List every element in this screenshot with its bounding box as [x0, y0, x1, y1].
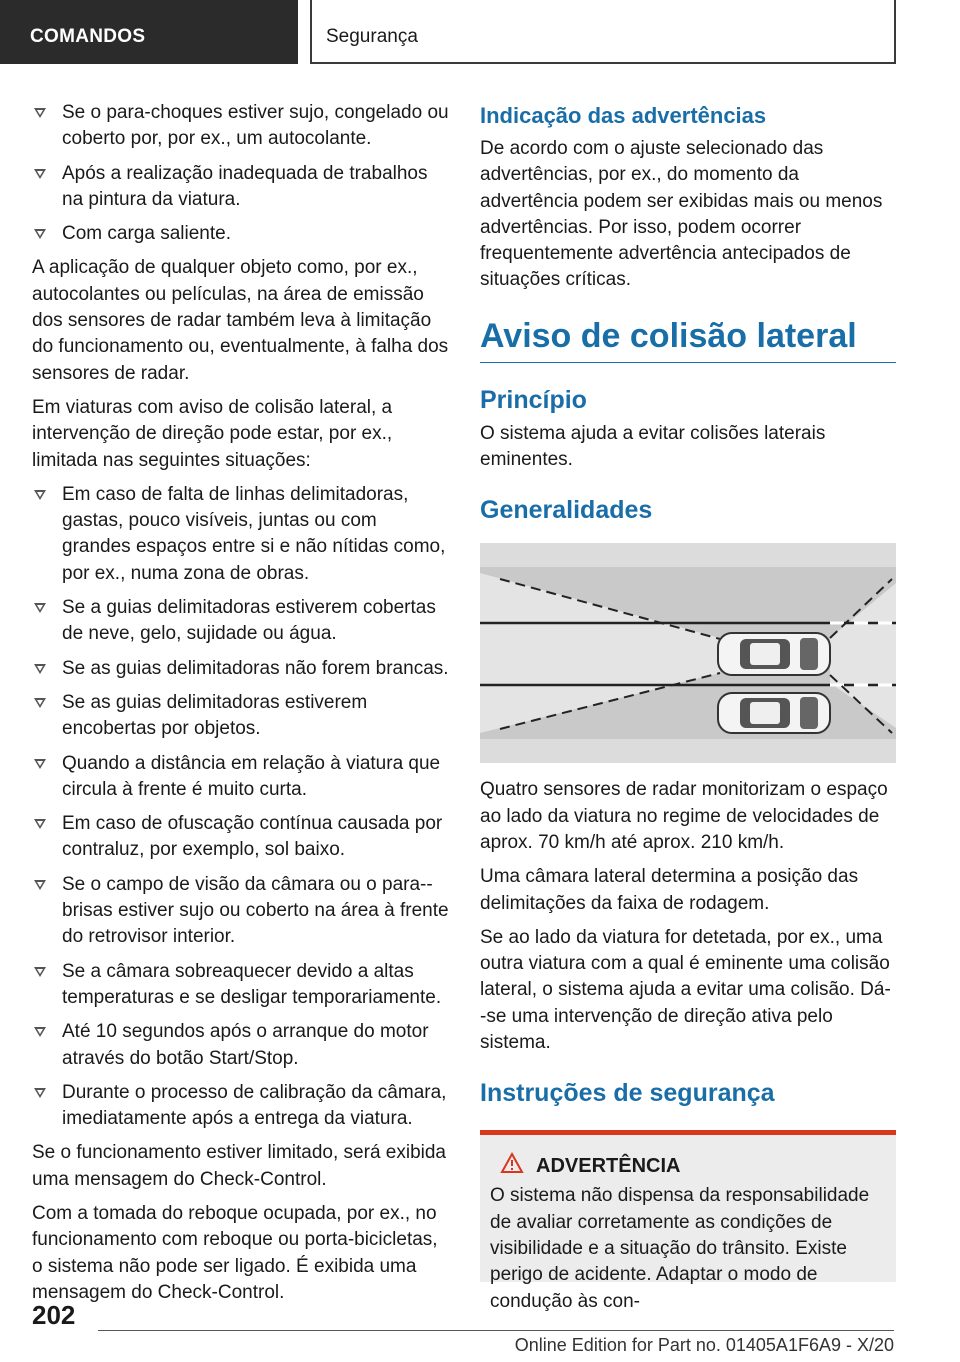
warning-box: [480, 1130, 896, 1312]
chapter-title: COMANDOS: [30, 26, 146, 47]
list-item: Se o para-choques estiver sujo, congelado ou coberto por, por ex., um autocolante.: [32, 100, 450, 153]
list-item: Após a realização inadequada de trabalhos na pintura da viatura.: [32, 161, 450, 214]
paragraph: Se ao lado da viatura for detetada, por ex., uma outra viatura com a qual é eminente uma colisão lateral, o sistema ajuda a evitar uma colisão. Dá--se uma intervenção de direção ativa pelo sistema.: [480, 926, 891, 1054]
warning-header: [490, 1153, 888, 1179]
list-item: Com carga saliente.: [32, 221, 450, 247]
car-ego: [718, 633, 830, 675]
triangle-bullet-icon: [34, 698, 46, 708]
section-tab: [310, 0, 896, 64]
heading-principio: Princípio: [480, 385, 587, 414]
triangle-bullet-icon: [34, 169, 46, 179]
paragraph: Se o funcionamento estiver limitado, será exibida uma mensagem do Check-Control.: [32, 1142, 447, 1190]
list-item: Em caso de ofuscação contínua causada por contraluz, por exemplo, sol baixo.: [32, 811, 450, 864]
subheading-indicacao: Indicação das advertências: [480, 103, 767, 128]
section-heading: Aviso de colisão lateral: [480, 316, 896, 363]
triangle-bullet-icon: [34, 819, 46, 829]
triangle-bullet-icon: [34, 1027, 46, 1037]
paragraph: De acordo com o ajuste selecionado das advertências, por ex., do momento da advertência podem ser exibidas mais ou menos advertências. Por isso, podem ocorrer frequentemente advertência antecipados de situações críticas.: [480, 138, 883, 291]
list-item: Se as guias delimitadoras não forem brancas.: [32, 656, 450, 682]
warning-text: O sistema não dispensa da responsabilidade de avaliar corretamente as condições de visibilidade e a situação do trânsito. Existe perigo de acidente. Adaptar o modo de condução às con-: [490, 1185, 870, 1312]
page-number: 202: [32, 1300, 76, 1330]
list-item: Se a guias delimitadoras estiverem cobertas de neve, gelo, sujidade ou água.: [32, 595, 450, 648]
triangle-bullet-icon: [34, 490, 46, 500]
paragraph: O sistema ajuda a evitar colisões laterais eminentes.: [480, 422, 826, 471]
paragraph: Quatro sensores de radar monitorizam o espaço ao lado da viatura no regime de velocidades de aprox. 70 km/h até aprox. 210 km/h.: [480, 779, 888, 853]
footer-divider: [98, 1330, 894, 1331]
warning-triangle-icon: [500, 1152, 524, 1174]
footer-edition: Online Edition for Part no. 01405A1F6A9 - X/20: [514, 1335, 894, 1355]
triangle-bullet-icon: [34, 603, 46, 613]
side-collision-diagram: [480, 543, 896, 763]
triangle-bullet-icon: [34, 664, 46, 674]
paragraph: Em viaturas com aviso de colisão lateral, a intervenção de direção pode estar, por ex., limitada nas seguintes situações:: [32, 396, 393, 471]
paragraph: Uma câmara lateral determina a posição das delimitações da faixa de rodagem.: [480, 866, 859, 914]
triangle-bullet-icon: [34, 229, 46, 239]
list-item: Em caso de falta de linhas delimitadoras, gastas, pouco visíveis, juntas ou com grandes espaços entre si e não nítidas como, por ex., numa zona de obras.: [32, 482, 450, 587]
right-column: [480, 100, 896, 1312]
list-item: Se as guias delimitadoras estiverem encobertas por objetos.: [32, 690, 450, 743]
triangle-bullet-icon: [34, 967, 46, 977]
list-item: Quando a distância em relação à viatura que circula à frente é muito curta.: [32, 751, 450, 804]
paragraph: A aplicação de qualquer objeto como, por ex., autocolantes ou películas, na área de emissão dos sensores de radar também leva à limitação do funcionamento ou, eventualmente, à falha dos sensores de radar.: [32, 257, 449, 384]
list-item: Se o campo de visão da câmara ou o para--brisas estiver sujo ou coberto na área à frente do retrovisor interior.: [32, 872, 450, 951]
list-item: Durante o processo de calibração da câmara, imediatamente após a entrega da viatura.: [32, 1080, 450, 1133]
heading-seguranca: Instruções de segurança: [480, 1079, 775, 1108]
left-column: [32, 100, 450, 1314]
list-item: Até 10 segundos após o arranque do motor através do botão Start/Stop.: [32, 1019, 450, 1072]
triangle-bullet-icon: [34, 759, 46, 769]
heading-generalidades: Generalidades: [480, 496, 653, 525]
triangle-bullet-icon: [34, 108, 46, 118]
list-item: Se a câmara sobreaquecer devido a altas temperaturas e se desligar temporariamente.: [32, 959, 450, 1012]
section-title: Segurança: [326, 26, 418, 47]
triangle-bullet-icon: [34, 880, 46, 890]
car-adjacent: [718, 693, 830, 733]
paragraph: Com a tomada do reboque ocupada, por ex., no funcionamento com reboque ou porta-bicicletas, o sistema não pode ser ligado. É exibida uma mensagem do Check-Control.: [32, 1202, 438, 1303]
warning-title: ADVERTÊNCIA: [536, 1155, 681, 1178]
triangle-bullet-icon: [34, 1088, 46, 1098]
chapter-tab: [0, 0, 298, 64]
